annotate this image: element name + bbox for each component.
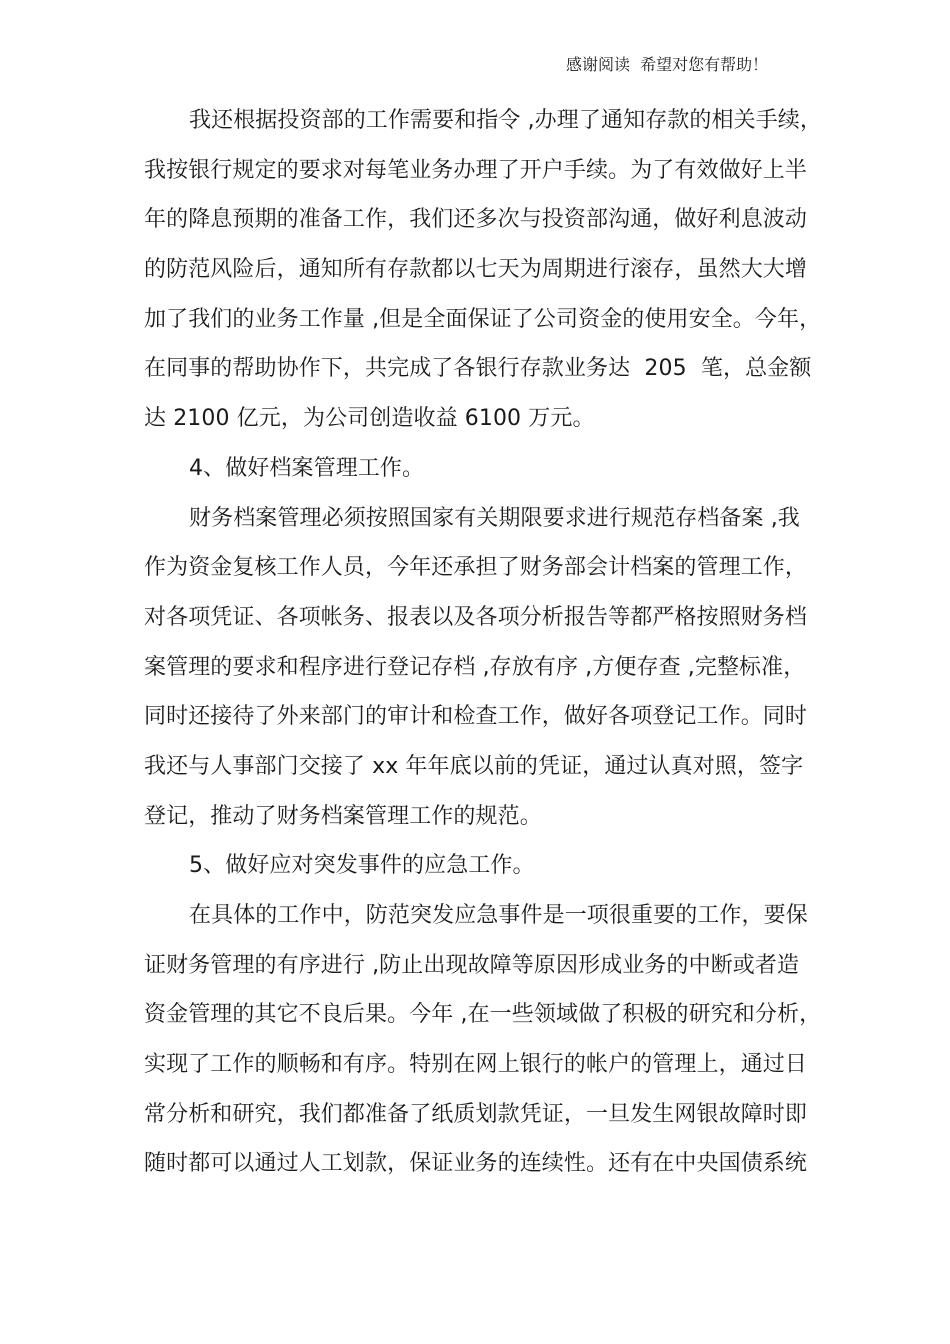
paragraph-line: 的防范风险后，通知所有存款都以七天为周期进行滚存，虽然大大增 (144, 257, 808, 283)
paragraph-line: 资金管理的其它不良后果。今年 ,在一些领域做了积极的研究和分析， (144, 1002, 822, 1028)
paragraph-line: 随时都可以通过人工划款，保证业务的连续性。还有在中央国债系统 (144, 1151, 808, 1177)
section-heading: 5、做好应对突发事件的应急工作。 (189, 853, 535, 879)
paragraph-line: 实现了工作的顺畅和有序。特别在网上银行的帐户的管理上，通过日 (144, 1052, 808, 1078)
paragraph-line: 财务档案管理必须按照国家有关期限要求进行规范存档备案 ,我 (189, 505, 800, 531)
paragraph-line: 案管理的要求和程序进行登记存档 ,存放有序 ,方便存查 ,完整标准， (144, 654, 806, 680)
paragraph-line: 证财务管理的有序进行 ,防止出现故障等原因形成业务的中断或者造 (144, 952, 800, 978)
section-heading: 4、做好档案管理工作。 (189, 455, 425, 481)
paragraph-line: 我按银行规定的要求对每笔业务办理了开户手续。为了有效做好上半 (144, 157, 808, 183)
paragraph-line: 对各项凭证、各项帐务、报表以及各项分析报告等都严格按照财务档 (144, 604, 808, 630)
paragraph-line: 我还与人事部门交接了 xx 年年底以前的凭证，通过认真对照，签字 (144, 753, 804, 779)
paragraph-line: 常分析和研究，我们都准备了纸质划款凭证，一旦发生网银故障时即 (144, 1101, 808, 1127)
paragraph-line: 我还根据投资部的工作需要和指令 ,办理了通知存款的相关手续， (189, 108, 822, 133)
paragraph-line: 在同事的帮助协作下，共完成了各银行存款业务达 205 笔，总金额 (144, 356, 812, 382)
header-note: 感谢阅读 希望对您有帮助！ (566, 55, 769, 74)
paragraph-line: 年的降息预期的准备工作，我们还多次与投资部沟通，做好利息波动 (144, 207, 808, 233)
paragraph-line: 在具体的工作中，防范突发应急事件是一项很重要的工作，要保 (189, 903, 808, 928)
paragraph-line: 同时还接待了外来部门的审计和检查工作，做好各项登记工作。同时 (144, 704, 808, 730)
paragraph-line: 加了我们的业务工作量 ,但是全面保证了公司资金的使用安全。今年， (144, 306, 822, 332)
body-text (144, 96, 824, 1189)
paragraph-line: 达 2100 亿元，为公司创造收益 6100 万元。 (144, 406, 595, 432)
paragraph-line: 作为资金复核工作人员，今年还承担了财务部会计档案的管理工作， (144, 555, 808, 581)
paragraph-line: 登记，推动了财务档案管理工作的规范。 (144, 803, 542, 829)
